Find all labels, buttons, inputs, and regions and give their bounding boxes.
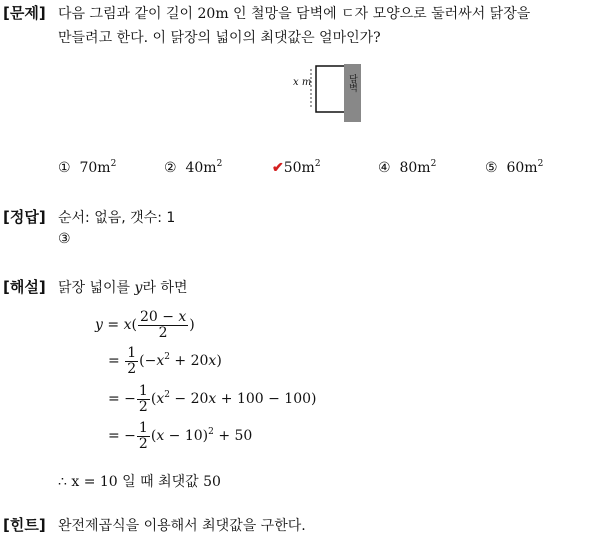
wall-shape	[344, 64, 361, 122]
equation-line-3: = − $\frac{1}{2}$ $(x^2 - 20x + 100 - 100)$	[108, 383, 317, 415]
fence-figure	[290, 62, 370, 124]
choice-4[interactable]: ④ $80m^2$	[378, 159, 437, 176]
choice-2[interactable]: ② $40m^2$	[164, 159, 223, 176]
equation-line-4: = − $\frac{1}{2}$ $(x - 10)^2 + 50$	[108, 420, 253, 452]
solution-label: [해설]	[3, 278, 46, 296]
problem-text-line1: 다음 그림과 같이 길이 20m 인 철망을 담벽에 ㄷ자 모양으로 둘러싸서 닭장을	[58, 6, 531, 22]
wall-label: 담벽	[347, 74, 357, 92]
figure	[290, 62, 370, 124]
fence-shape	[316, 66, 344, 112]
solution-conclusion: ∴ x = 10 일 때 최댓값 50	[58, 474, 221, 490]
check-mark-icon: ✔	[272, 160, 284, 176]
answer-line1: 순서: 없음, 갯수: 1	[58, 210, 176, 226]
solution-intro: 닭장 넓이를 y라 하면	[58, 280, 188, 296]
choice-5[interactable]: ⑤ $60m^2$	[485, 159, 544, 176]
answer-label: [정답]	[3, 208, 46, 226]
problem-text-line2: 만들려고 한다. 이 닭장의 넓이의 최댓값은 얼마인가?	[58, 30, 381, 46]
choice-1[interactable]: ① $70m^2$	[58, 159, 117, 176]
problem-label: [문제]	[3, 4, 46, 22]
hint-text: 완전제곱식을 이용해서 최댓값을 구한다.	[58, 518, 306, 534]
choice-3[interactable]: $✔50m^2$	[272, 159, 321, 176]
answer-line2: ③	[58, 231, 71, 247]
equation-line-1: y = x( $\frac{20 - x}{2}$ )	[95, 309, 195, 341]
equation-line-2: = $\frac{1}{2}$ $(-x^2 + 20x)$	[108, 345, 222, 377]
side-label: x m	[293, 77, 312, 88]
hint-label: [힌트]	[3, 516, 46, 534]
